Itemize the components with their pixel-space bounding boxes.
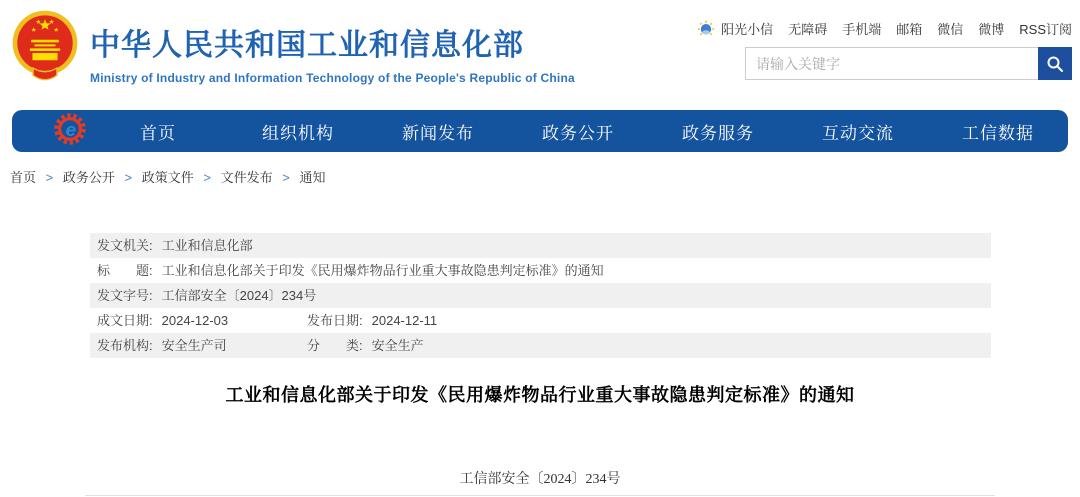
search-button[interactable] xyxy=(1038,47,1072,80)
quick-links xyxy=(697,19,1072,38)
quick-link-mobile[interactable]: 手机端 xyxy=(842,22,882,37)
breadcrumb-separator: > xyxy=(203,170,211,185)
breadcrumb-current-notice: 通知 xyxy=(299,170,326,185)
quick-link-weibo[interactable]: 微博 xyxy=(978,22,1005,37)
meta-label: 发布日期: xyxy=(307,313,363,328)
nav-item-interaction[interactable]: 互动交流 xyxy=(822,123,894,143)
meta-label: 发文字号: xyxy=(97,288,153,303)
meta-value: 安全生产司 xyxy=(161,338,227,353)
nav-item-gov-disclosure[interactable]: 政务公开 xyxy=(542,123,614,143)
sunshine-assistant-icon xyxy=(697,20,715,38)
meta-row-title xyxy=(90,258,991,283)
meta-row-document-number xyxy=(90,283,991,308)
meta-label: 发布机构: xyxy=(97,338,153,353)
miit-gear-logo-icon xyxy=(12,111,88,152)
quick-link-rss[interactable]: RSS订阅 xyxy=(1019,22,1072,37)
breadcrumb-separator: > xyxy=(282,170,290,185)
breadcrumb-separator: > xyxy=(45,170,54,185)
quick-link-sunshine-assistant[interactable]: 阳光小信 xyxy=(721,22,774,37)
nav-item-news[interactable]: 新闻发布 xyxy=(402,123,474,143)
nav-item-home[interactable]: 首页 xyxy=(140,123,176,143)
site-subtitle: Ministry of Industry and Information Technology of the People's Republic of China xyxy=(90,71,575,85)
national-emblem-logo xyxy=(12,10,78,84)
quick-link-mailbox[interactable]: 邮箱 xyxy=(896,22,923,37)
nav-item-miit-data[interactable]: 工信数据 xyxy=(962,123,1034,143)
meta-value: 工业和信息化部 xyxy=(161,238,253,253)
meta-value: 安全生产 xyxy=(371,338,424,353)
meta-row-dates xyxy=(90,308,991,333)
site-title: 中华人民共和国工业和信息化部 xyxy=(90,29,524,62)
meta-label: 标 题: xyxy=(97,263,153,278)
meta-value: 工信部安全〔2024〕234号 xyxy=(161,288,317,303)
main-nav xyxy=(12,110,1068,152)
nav-item-gov-services[interactable]: 政务服务 xyxy=(682,123,754,143)
meta-value: 工业和信息化部关于印发《民用爆炸物品行业重大事故隐患判定标准》的通知 xyxy=(161,263,604,278)
brand-text xyxy=(90,10,575,85)
meta-label: 发文机关: xyxy=(97,238,153,253)
meta-value: 2024-12-03 xyxy=(161,313,229,328)
article-document-number: 工信部安全〔2024〕234号 xyxy=(459,472,621,487)
bottom-divider xyxy=(85,495,995,496)
meta-row-publisher-category xyxy=(90,333,991,358)
meta-value: 2024-12-11 xyxy=(371,313,438,328)
breadcrumb-home[interactable]: 首页 xyxy=(10,170,37,185)
quick-link-wechat[interactable]: 微信 xyxy=(937,22,964,37)
article-title: 工业和信息化部关于印发《民用爆炸物品行业重大事故隐患判定标准》的通知 xyxy=(225,385,855,405)
breadcrumb-document-release[interactable]: 文件发布 xyxy=(220,170,273,185)
quick-link-accessibility[interactable]: 无障碍 xyxy=(788,22,828,37)
breadcrumb-policy-documents[interactable]: 政策文件 xyxy=(141,170,194,185)
search-input[interactable] xyxy=(746,48,1038,79)
nav-item-organization[interactable]: 组织机构 xyxy=(262,123,334,143)
breadcrumb xyxy=(10,167,325,186)
meta-label: 成文日期: xyxy=(97,313,153,328)
brand[interactable] xyxy=(12,10,575,85)
meta-row-issuing-authority xyxy=(90,233,991,258)
search-bar xyxy=(745,47,1072,80)
meta-label: 分 类: xyxy=(307,338,363,353)
breadcrumb-gov-disclosure[interactable]: 政务公开 xyxy=(62,170,115,185)
svg-text:e: e xyxy=(65,119,77,141)
breadcrumb-separator: > xyxy=(124,170,133,185)
search-icon xyxy=(1046,55,1064,73)
document-meta-table xyxy=(90,233,991,358)
